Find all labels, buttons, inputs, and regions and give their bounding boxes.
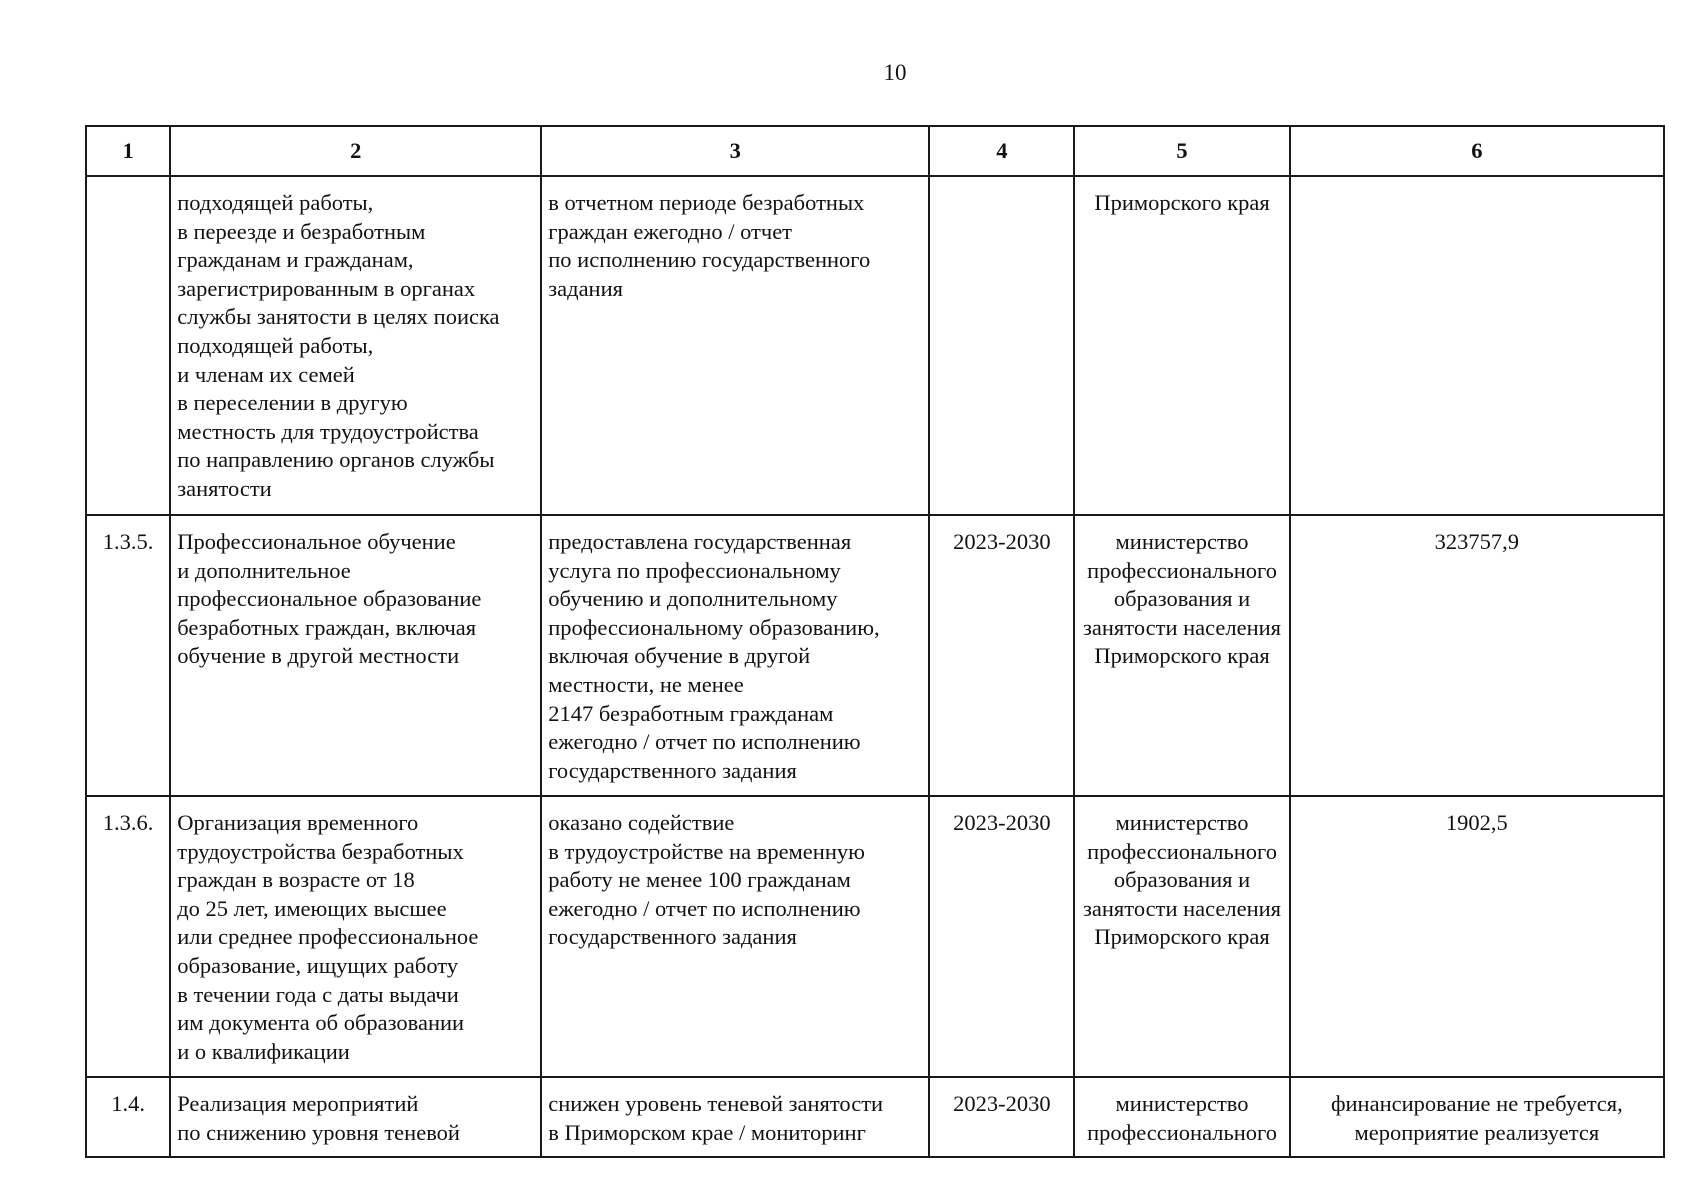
header-col-3: 3 — [541, 126, 929, 176]
header-col-1: 1 — [86, 126, 170, 176]
activity-line: безработных граждан, включая — [177, 614, 477, 640]
result-line: 2147 безработным гражданам — [548, 700, 834, 726]
activity-cell — [170, 1077, 541, 1157]
executor-cell — [1074, 1077, 1289, 1157]
activity-line: профессиональное образование — [177, 586, 482, 612]
activity-line: граждан в возрасте от 18 — [177, 867, 415, 893]
activity-line: Реализация мероприятий — [177, 1091, 419, 1116]
activity-line: в переселении в другую — [177, 390, 408, 416]
result-line: граждан ежегодно / отчет — [548, 218, 793, 244]
executor-line: Приморского края — [1094, 643, 1270, 669]
row-number-cell — [86, 176, 170, 515]
table-row — [86, 796, 1664, 1077]
executor-line: министерство — [1115, 810, 1249, 835]
executor-line: министерство — [1115, 529, 1249, 554]
result-line: в Приморском крае / мониторинг — [548, 1119, 866, 1145]
activity-line: гражданам и гражданам, — [177, 247, 414, 273]
result-line: предоставлена государственная — [548, 529, 852, 554]
funding-line: финансирование не требуется, — [1330, 1091, 1623, 1116]
activities-table — [85, 125, 1665, 1158]
period-cell: 2023-2030 — [929, 796, 1074, 1077]
activity-line: по снижению уровня теневой — [177, 1119, 460, 1145]
funding-cell — [1290, 1077, 1664, 1157]
table-header-row — [86, 126, 1664, 176]
result-line: ежегодно / отчет по исполнению — [548, 895, 861, 921]
period-cell: 2023-2030 — [929, 1077, 1074, 1157]
row-number-cell: 1.3.6. — [86, 796, 170, 1077]
activity-line: занятости — [177, 475, 272, 501]
result-line: включая обучение в другой — [548, 643, 811, 669]
result-line: оказано содействие — [548, 810, 735, 835]
activity-cell — [170, 515, 541, 796]
table-row — [86, 515, 1664, 796]
result-line: услуга по профессиональному — [548, 557, 841, 583]
result-line: ежегодно / отчет по исполнению — [548, 729, 861, 755]
result-line: снижен уровень теневой занятости — [548, 1091, 884, 1116]
result-cell — [541, 176, 929, 515]
executor-line: образования и — [1113, 586, 1251, 612]
funding-line: 323757,9 — [1434, 529, 1520, 554]
activity-line: подходящей работы, — [177, 190, 374, 215]
result-line: в отчетном периоде безработных — [548, 190, 865, 215]
activity-line: местность для трудоустройства — [177, 418, 479, 444]
funding-line: 1902,5 — [1445, 810, 1508, 835]
table-row — [86, 176, 1664, 515]
result-line: государственного задания — [548, 924, 797, 950]
activity-line: и дополнительное — [177, 557, 351, 583]
result-cell — [541, 796, 929, 1077]
result-line: обучению и дополнительному — [548, 586, 838, 612]
result-line: профессиональному образованию, — [548, 614, 880, 640]
row-number-cell: 1.3.5. — [86, 515, 170, 796]
executor-line: профессионального — [1087, 1119, 1277, 1145]
row-number-cell: 1.4. — [86, 1077, 170, 1157]
activity-line: трудоустройства безработных — [177, 838, 464, 864]
result-cell — [541, 515, 929, 796]
result-line: в трудоустройстве на временную — [548, 838, 865, 864]
executor-cell — [1074, 796, 1289, 1077]
header-col-5: 5 — [1074, 126, 1289, 176]
activity-line: Организация временного — [177, 810, 419, 835]
period-cell — [929, 176, 1074, 515]
executor-line: министерство — [1115, 1091, 1249, 1116]
result-line: работу не менее 100 гражданам — [548, 867, 851, 893]
result-line: по исполнению государственного — [548, 247, 871, 273]
result-line: государственного задания — [548, 757, 797, 783]
executor-line: Приморского края — [1094, 924, 1270, 950]
table-row — [86, 1077, 1664, 1157]
funding-cell — [1290, 796, 1664, 1077]
activity-line: службы занятости в целях поиска — [177, 304, 500, 330]
funding-cell — [1290, 515, 1664, 796]
activity-line: зарегистрированным в органах — [177, 275, 476, 301]
executor-line: занятости населения — [1083, 895, 1282, 921]
activity-line: обучение в другой местности — [177, 643, 460, 669]
activity-line: до 25 лет, имеющих высшее — [177, 895, 447, 921]
result-cell — [541, 1077, 929, 1157]
funding-line: мероприятие реализуется — [1354, 1119, 1600, 1145]
executor-line: профессионального — [1087, 838, 1277, 864]
activity-line: и о квалификации — [177, 1038, 350, 1064]
activity-line: подходящей работы, — [177, 332, 374, 358]
activity-line: в переезде и безработным — [177, 218, 426, 244]
executor-cell — [1074, 176, 1289, 515]
executor-line: образования и — [1113, 867, 1251, 893]
funding-cell — [1290, 176, 1664, 515]
activity-cell — [170, 176, 541, 515]
activity-cell — [170, 796, 541, 1077]
executor-line: профессионального — [1087, 557, 1277, 583]
activity-line: им документа об образовании — [177, 1010, 465, 1036]
header-col-2: 2 — [170, 126, 541, 176]
executor-cell — [1074, 515, 1289, 796]
header-col-4: 4 — [929, 126, 1074, 176]
executor-line: Приморского края — [1094, 190, 1270, 215]
activity-line: Профессиональное обучение — [177, 529, 456, 554]
header-col-6: 6 — [1290, 126, 1664, 176]
activity-line: и членам их семей — [177, 361, 355, 387]
result-line: местности, не менее — [548, 671, 744, 697]
page-number: 10 — [883, 60, 907, 85]
period-cell: 2023-2030 — [929, 515, 1074, 796]
executor-line: занятости населения — [1083, 614, 1282, 640]
activity-line: в течении года с даты выдачи — [177, 981, 459, 1007]
result-line: задания — [548, 275, 623, 301]
activity-line: образование, ищущих работу — [177, 952, 459, 978]
activity-line: по направлению органов службы — [177, 447, 495, 473]
activity-line: или среднее профессиональное — [177, 924, 479, 950]
